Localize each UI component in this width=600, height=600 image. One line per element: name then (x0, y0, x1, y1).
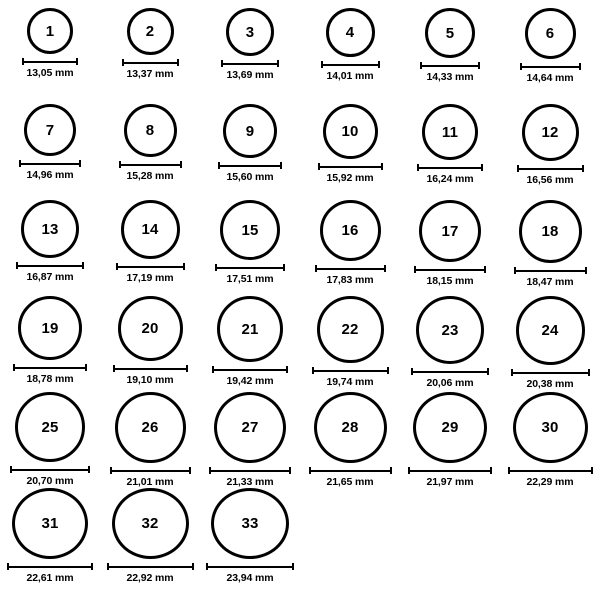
caliper-icon (309, 467, 392, 474)
ring-size-label: 24 (541, 322, 559, 339)
caliper-icon (122, 59, 179, 66)
diameter-measure (218, 162, 282, 183)
caliper-icon (209, 467, 291, 474)
ring-size-cell[interactable] (300, 392, 400, 488)
ring-size-label: 10 (341, 123, 359, 140)
caliper-icon (7, 563, 93, 570)
ring-circle (516, 296, 585, 365)
ring-size-cell[interactable] (400, 200, 500, 296)
ring-size-cell[interactable] (100, 488, 200, 584)
diameter-label: 22,29 mm (526, 476, 574, 488)
ring-size-label: 6 (545, 25, 555, 42)
diameter-label: 20,70 mm (26, 475, 74, 487)
ring-size-label: 31 (41, 515, 59, 532)
diameter-label: 17,83 mm (326, 274, 374, 286)
caliper-icon (511, 369, 590, 376)
ring-circle (326, 8, 375, 57)
diameter-label: 20,38 mm (526, 378, 574, 390)
diameter-measure (22, 58, 78, 79)
diameter-label: 15,28 mm (126, 170, 174, 182)
ring-size-cell[interactable] (0, 296, 100, 392)
diameter-label: 14,64 mm (526, 72, 574, 84)
ring-size-cell[interactable] (200, 296, 300, 392)
ring-size-label: 18 (541, 223, 559, 240)
diameter-measure (212, 366, 288, 387)
caliper-icon (508, 467, 593, 474)
ring-circle (416, 296, 484, 364)
diameter-measure (10, 466, 90, 487)
ring-circle (314, 392, 387, 463)
ring-circle (226, 8, 274, 56)
caliper-icon (417, 164, 483, 171)
ring-size-cell-empty (500, 488, 600, 584)
diameter-measure (209, 467, 291, 488)
ring-circle (525, 8, 576, 59)
diameter-measure (16, 262, 84, 283)
ring-size-cell[interactable] (200, 488, 300, 584)
ring-size-label: 2 (145, 23, 155, 40)
diameter-label: 21,97 mm (426, 476, 474, 488)
caliper-icon (221, 60, 279, 67)
ring-circle (124, 104, 177, 157)
diameter-label: 23,94 mm (226, 572, 274, 584)
diameter-measure (7, 563, 93, 584)
ring-size-cell[interactable] (0, 488, 100, 584)
ring-circle (223, 104, 277, 158)
ring-size-label: 20 (141, 320, 159, 337)
diameter-label: 18,47 mm (526, 276, 574, 288)
diameter-measure (110, 467, 191, 488)
ring-size-cell[interactable] (300, 296, 400, 392)
diameter-label: 13,05 mm (26, 67, 74, 79)
ring-circle (112, 488, 189, 559)
ring-size-cell[interactable] (300, 104, 400, 200)
diameter-measure (13, 364, 87, 385)
ring-size-cell[interactable] (100, 8, 200, 104)
diameter-measure (206, 563, 294, 584)
diameter-label: 22,92 mm (126, 572, 174, 584)
diameter-measure (309, 467, 392, 488)
caliper-icon (113, 365, 188, 372)
ring-size-cell[interactable] (0, 104, 100, 200)
ring-circle (425, 8, 475, 58)
ring-size-cell[interactable] (100, 200, 200, 296)
diameter-measure (107, 563, 194, 584)
diameter-label: 21,33 mm (226, 476, 274, 488)
ring-circle (323, 104, 378, 159)
diameter-measure (116, 263, 185, 284)
ring-size-label: 11 (441, 123, 459, 141)
ring-circle (121, 200, 180, 259)
ring-circle (12, 488, 88, 559)
caliper-icon (218, 162, 282, 169)
ring-circle (27, 8, 73, 54)
ring-size-cell[interactable] (400, 296, 500, 392)
ring-circle (118, 296, 183, 361)
caliper-icon (312, 367, 389, 374)
diameter-label: 18,78 mm (26, 373, 74, 385)
ring-size-cell[interactable] (500, 104, 600, 200)
caliper-icon (411, 368, 489, 375)
caliper-icon (520, 63, 581, 70)
diameter-label: 14,96 mm (26, 169, 74, 181)
diameter-measure (321, 61, 380, 82)
diameter-measure (511, 369, 590, 390)
ring-size-cell[interactable] (500, 392, 600, 488)
ring-size-label: 21 (241, 320, 259, 338)
diameter-measure (312, 367, 389, 388)
caliper-icon (408, 467, 492, 474)
ring-size-label: 19 (41, 319, 59, 337)
ring-circle (21, 200, 79, 258)
ring-size-label: 32 (141, 515, 159, 532)
diameter-label: 15,92 mm (326, 172, 374, 184)
diameter-measure (221, 60, 279, 81)
ring-size-label: 13 (41, 220, 59, 238)
ring-size-cell[interactable] (0, 392, 100, 488)
diameter-label: 14,33 mm (426, 71, 474, 83)
ring-size-label: 16 (341, 222, 359, 239)
ring-circle (115, 392, 186, 463)
ring-size-cell[interactable] (100, 392, 200, 488)
caliper-icon (119, 161, 182, 168)
ring-circle (214, 392, 286, 463)
caliper-icon (16, 262, 84, 269)
ring-circle (413, 392, 487, 463)
diameter-measure (417, 164, 483, 185)
diameter-measure (122, 59, 179, 80)
ring-size-cell[interactable] (200, 200, 300, 296)
ring-size-label: 27 (241, 419, 259, 436)
ring-circle (15, 392, 85, 462)
diameter-label: 19,42 mm (226, 375, 274, 387)
diameter-measure (19, 160, 81, 181)
caliper-icon (318, 163, 383, 170)
diameter-label: 16,87 mm (26, 271, 74, 283)
caliper-icon (414, 266, 486, 273)
ring-size-label: 25 (41, 418, 59, 436)
diameter-label: 13,69 mm (226, 69, 274, 81)
caliper-icon (321, 61, 380, 68)
diameter-measure (520, 63, 581, 84)
caliper-icon (315, 265, 386, 272)
ring-circle (522, 104, 579, 161)
diameter-measure (119, 161, 182, 182)
ring-circle (422, 104, 478, 160)
diameter-measure (215, 264, 285, 285)
ring-circle (320, 200, 381, 261)
ring-size-label: 7 (45, 121, 55, 139)
ring-circle (18, 296, 82, 360)
ring-size-label: 14 (141, 221, 159, 238)
diameter-label: 14,01 mm (326, 70, 374, 82)
ring-size-cell[interactable] (200, 392, 300, 488)
ring-size-label: 23 (441, 321, 459, 339)
ring-size-label: 30 (541, 419, 559, 436)
ring-size-cell[interactable] (300, 200, 400, 296)
diameter-measure (508, 467, 593, 488)
ring-size-label: 29 (441, 419, 459, 436)
ring-size-cell[interactable] (500, 296, 600, 392)
ring-circle (317, 296, 384, 363)
diameter-label: 18,15 mm (426, 275, 474, 287)
ring-circle (513, 392, 588, 463)
caliper-icon (206, 563, 294, 570)
ring-size-cell[interactable] (100, 296, 200, 392)
ring-size-cell-empty (300, 488, 400, 584)
ring-size-label: 33 (241, 515, 259, 532)
caliper-icon (212, 366, 288, 373)
diameter-label: 19,74 mm (326, 376, 374, 388)
ring-size-label: 3 (245, 23, 255, 41)
caliper-icon (116, 263, 185, 270)
caliper-icon (19, 160, 81, 167)
diameter-measure (414, 266, 486, 287)
diameter-measure (318, 163, 383, 184)
ring-size-label: 4 (345, 24, 355, 41)
ring-size-cell[interactable] (400, 8, 500, 104)
caliper-icon (107, 563, 194, 570)
diameter-measure (113, 365, 188, 386)
diameter-label: 17,19 mm (126, 272, 174, 284)
ring-size-cell[interactable] (200, 8, 300, 104)
caliper-icon (22, 58, 78, 65)
diameter-measure (408, 467, 492, 488)
ring-size-cell[interactable] (0, 8, 100, 104)
ring-size-label: 1 (45, 22, 55, 40)
ring-size-label: 22 (341, 321, 359, 338)
ring-circle (24, 104, 76, 156)
diameter-label: 22,61 mm (26, 572, 74, 584)
diameter-label: 17,51 mm (226, 273, 274, 285)
ring-size-label: 15 (241, 221, 259, 239)
diameter-measure (315, 265, 386, 286)
caliper-icon (110, 467, 191, 474)
diameter-label: 21,01 mm (126, 476, 174, 488)
ring-size-cell[interactable] (200, 104, 300, 200)
diameter-measure (411, 368, 489, 389)
ring-size-label: 28 (341, 419, 359, 436)
diameter-label: 16,56 mm (526, 174, 574, 186)
diameter-label: 19,10 mm (126, 374, 174, 386)
ring-size-label: 8 (145, 122, 155, 139)
caliper-icon (10, 466, 90, 473)
caliper-icon (514, 267, 587, 274)
diameter-label: 13,37 mm (126, 68, 174, 80)
ring-circle (211, 488, 289, 559)
caliper-icon (420, 62, 480, 69)
ring-size-label: 26 (141, 419, 159, 436)
ring-size-cell[interactable] (500, 200, 600, 296)
diameter-label: 16,24 mm (426, 173, 474, 185)
caliper-icon (517, 165, 584, 172)
ring-size-label: 12 (541, 124, 559, 141)
ring-size-label: 5 (445, 24, 455, 42)
ring-circle (217, 296, 283, 362)
diameter-label: 15,60 mm (226, 171, 274, 183)
ring-size-cell-empty (400, 488, 500, 584)
caliper-icon (13, 364, 87, 371)
ring-circle (127, 8, 174, 55)
diameter-label: 21,65 mm (326, 476, 374, 488)
ring-circle (519, 200, 582, 263)
ring-size-cell[interactable] (100, 104, 200, 200)
ring-circle (220, 200, 280, 260)
ring-size-cell[interactable] (300, 8, 400, 104)
ring-circle (419, 200, 481, 262)
diameter-label: 20,06 mm (426, 377, 474, 389)
caliper-icon (215, 264, 285, 271)
ring-size-cell[interactable] (400, 104, 500, 200)
ring-size-cell[interactable] (400, 392, 500, 488)
ring-size-label: 17 (441, 222, 459, 240)
ring-size-cell[interactable] (500, 8, 600, 104)
diameter-measure (517, 165, 584, 186)
diameter-measure (420, 62, 480, 83)
ring-size-label: 9 (245, 122, 255, 140)
ring-size-cell[interactable] (0, 200, 100, 296)
diameter-measure (514, 267, 587, 288)
